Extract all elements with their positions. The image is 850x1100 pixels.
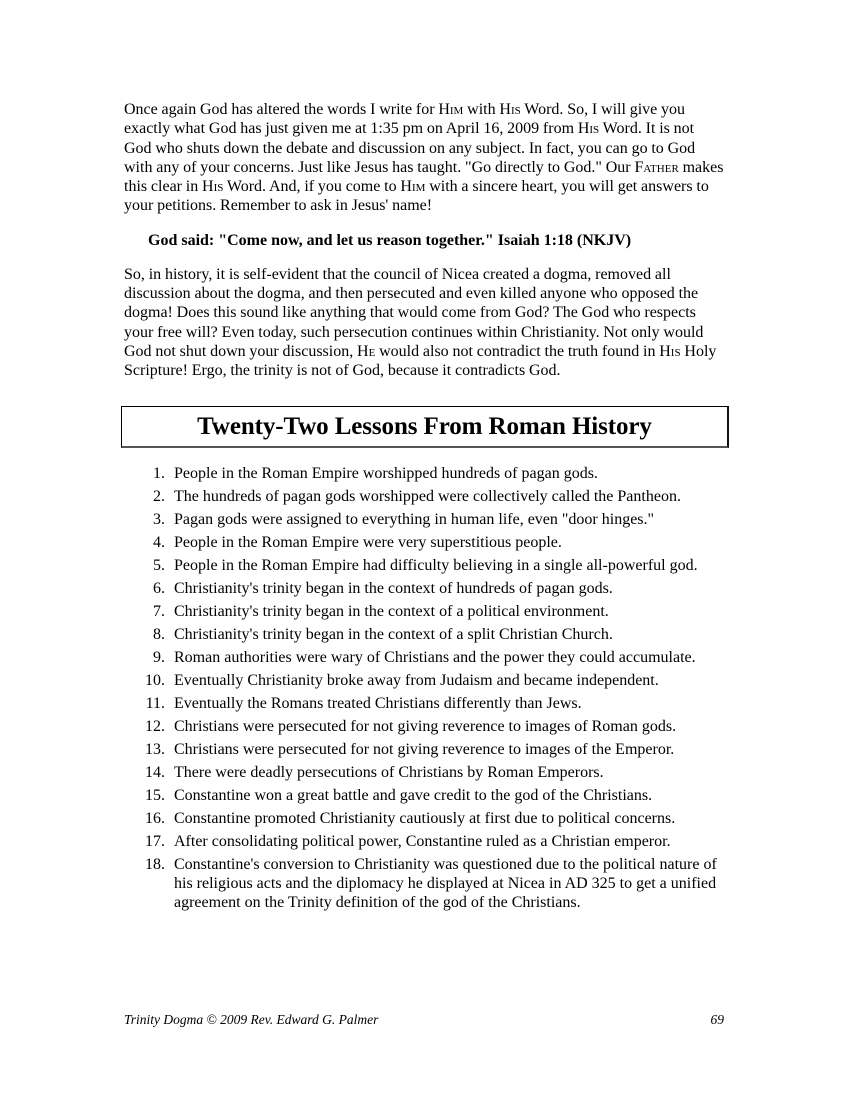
text-run: Word. It is not God who shuts down the debate and discussion on any subject. In fact, you can go to God with any of your concerns. Just like Jesus has taught. "Go directly to God." Our — [124, 120, 696, 176]
list-item — [124, 625, 729, 644]
list-item — [124, 786, 729, 805]
item-number: 15. — [145, 786, 165, 804]
list-item — [124, 533, 729, 552]
text-run: Holy Scripture! Ergo, the trinity is not of God, because it contradicts God. — [124, 342, 717, 380]
item-text: Constantine's conversion to Christianity was questioned due to the political nature of his religious acts and the diplomacy he displayed at Nicea in AD 325 to get a unified agreement on the Trinity definition of the god of the Christians. — [174, 855, 717, 912]
text-run: Word. So, I will give you exactly what God has just given me at 1:35 pm on April 16, 2009 from — [124, 101, 686, 138]
item-text: Eventually the Romans treated Christians differently than Jews. — [174, 694, 582, 712]
item-text: The hundreds of pagan gods worshipped were collectively called the Pantheon. — [174, 487, 681, 505]
item-number: 11. — [145, 694, 165, 712]
list-item — [124, 510, 729, 529]
item-text: Christians were persecuted for not giving reverence to images of Roman gods. — [174, 717, 677, 735]
small-caps-pronoun: His — [659, 342, 681, 360]
item-text: Christianity's trinity began in the context of a split Christian Church. — [174, 625, 613, 643]
small-caps-pronoun: He — [357, 342, 376, 360]
item-number: 8. — [153, 625, 165, 643]
text-run: Word. And, if you come to — [223, 178, 401, 196]
small-caps-pronoun: Him — [438, 101, 464, 118]
text-run: with — [463, 101, 500, 118]
list-item — [124, 717, 729, 736]
item-number: 7. — [153, 602, 165, 620]
section-heading-box — [121, 406, 729, 448]
list-item — [124, 648, 729, 667]
item-number: 18. — [145, 855, 165, 873]
text-run: So, in history, it is self-evident that the council of Nicea created a dogma, removed all discussion about the dogma, and then persecuted and even killed anyone who opposed the dogma! Does this sound like anything that would come from God? The God who respects your free will? Even today, such persecution continues within Christianity. Not only would God not shut down your discussion, — [124, 265, 704, 360]
list-item — [124, 556, 729, 575]
intro-paragraph — [124, 100, 724, 216]
section-heading: Twenty-Two Lessons From Roman History — [197, 412, 652, 440]
item-number: 14. — [145, 763, 165, 781]
item-number: 12. — [145, 717, 165, 735]
item-text: Roman authorities were wary of Christians and the power they could accumulate. — [174, 648, 696, 666]
item-text: After consolidating political power, Constantine ruled as a Christian emperor. — [174, 832, 671, 850]
page-footer — [124, 1012, 724, 1028]
item-number: 9. — [153, 648, 165, 666]
scripture-quote: God said: "Come now, and let us reason together." Isaiah 1:18 (NKJV) — [148, 231, 632, 249]
small-caps-pronoun: His — [202, 178, 224, 196]
item-text: Constantine promoted Christianity cautiously at first due to political concerns. — [174, 809, 676, 827]
body-text — [124, 100, 724, 381]
list-item — [124, 809, 729, 828]
item-text: People in the Roman Empire worshipped hundreds of pagan gods. — [174, 465, 598, 482]
list-item — [124, 671, 729, 690]
item-number: 1. — [153, 465, 165, 482]
list-item — [124, 602, 729, 621]
text-run: makes this clear in — [124, 158, 724, 196]
item-text: There were deadly persecutions of Christians by Roman Emperors. — [174, 763, 604, 781]
small-caps-pronoun: His — [577, 120, 600, 138]
page-number: 69 — [710, 1012, 724, 1027]
item-text: People in the Roman Empire were very superstitious people. — [174, 533, 562, 551]
item-text: Constantine won a great battle and gave credit to the god of the Christians. — [174, 786, 653, 804]
item-number: 5. — [153, 556, 165, 574]
footer-copyright: Trinity Dogma © 2009 Rev. Edward G. Palmer — [124, 1012, 379, 1027]
list-item — [124, 464, 729, 483]
text-run: would also not contradict the truth found in — [375, 342, 660, 360]
argument-paragraph — [124, 265, 724, 381]
list-item — [124, 740, 729, 759]
text-run: Once again God has altered the words I write for — [124, 101, 439, 118]
item-number: 3. — [153, 510, 165, 528]
text-run: with a sincere heart, you will get answers to your petitions. Remember to ask in Jesus' name! — [124, 178, 709, 215]
list-item — [124, 763, 729, 782]
item-number: 17. — [145, 832, 165, 850]
item-text: Christianity's trinity began in the context of hundreds of pagan gods. — [174, 579, 613, 597]
item-number: 16. — [145, 809, 165, 827]
item-text: People in the Roman Empire had difficulty believing in a single all-powerful god. — [174, 556, 698, 574]
item-number: 6. — [153, 579, 165, 597]
item-text: Eventually Christianity broke away from Judaism and became independent. — [174, 671, 659, 689]
item-number: 4. — [153, 533, 165, 551]
item-number: 10. — [145, 671, 165, 689]
item-text: Pagan gods were assigned to everything in human life, even "door hinges." — [174, 510, 655, 528]
item-number: 2. — [153, 487, 165, 505]
small-caps-pronoun: Him — [400, 178, 426, 196]
list-item — [124, 855, 729, 913]
list-item — [124, 487, 729, 506]
list-item — [124, 694, 729, 713]
item-number: 13. — [145, 740, 165, 758]
small-caps-pronoun: His — [499, 101, 521, 118]
item-text: Christians were persecuted for not giving reverence to images of the Emperor. — [174, 740, 675, 758]
lessons-list — [124, 464, 729, 916]
list-item — [124, 832, 729, 851]
small-caps-pronoun: Father — [634, 158, 679, 176]
list-item — [124, 579, 729, 598]
item-text: Christianity's trinity began in the context of a political environment. — [174, 602, 609, 620]
